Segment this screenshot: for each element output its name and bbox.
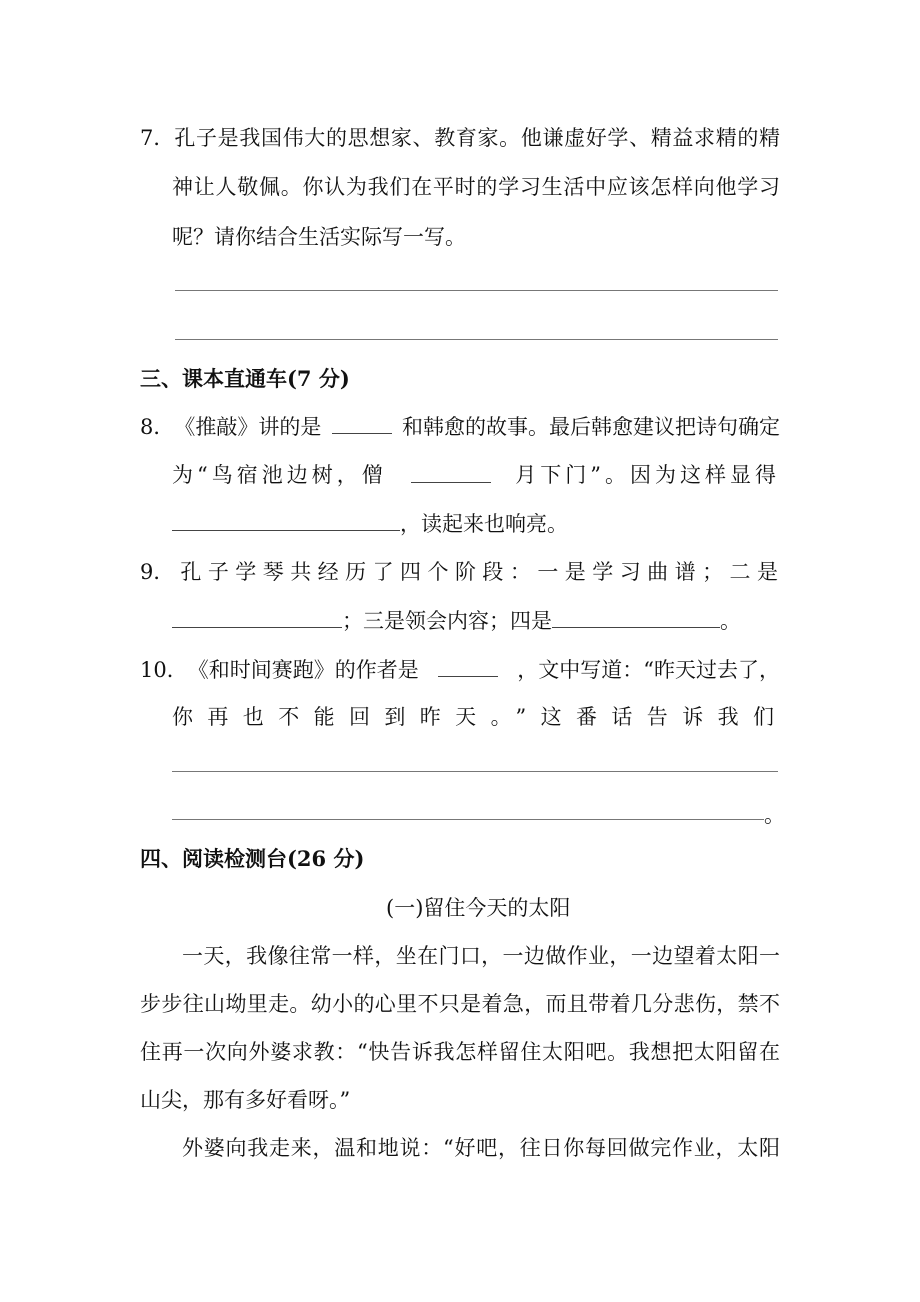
q7-text-line2: 神让人敬佩。你认为我们在平时的学习生活中应该怎样向他学习 [172,175,780,199]
q8-text-b: 和韩愈的故事。最后韩愈建议把诗句确定 [402,415,780,439]
passage-line: 外婆向我走来，温和地说：“好吧，往日你每回做完作业，太阳 [182,1136,780,1160]
passage-line: 住再一次向外婆求教：“快告诉我怎样留住太阳吧。我想把太阳留在 [140,1040,780,1064]
q10-text-b: ，文中写道：“昨天过去了， [517,658,780,682]
q8-text-e: ，读起来也响亮。 [400,512,568,536]
q7-first-line [140,123,780,153]
q8-blank-3[interactable] [172,508,400,531]
q9-blank-2[interactable] [552,605,720,628]
q9-text-line1: 孔子学琴共经历了四个阶段：一是学习曲谱；二是 [180,560,780,584]
q10-text-line2: 你再也不能回到昨天。”这番话告诉我们 [172,705,780,729]
q8-number: 8． [140,415,175,439]
q10-first-line [140,654,780,685]
q8-blank-2[interactable] [411,460,491,483]
q10-text-a: 《和时间赛跑》的作者是 [187,658,419,682]
q7-text-line3: 呢？请你结合生活实际写一写。 [172,225,466,249]
q8-text-c: 为“鸟宿池边树，僧 [172,463,387,487]
q8-text-d: 月下门”。因为这样显得 [515,463,780,487]
q10-answer-line-2[interactable] [172,819,764,820]
passage-line: 山尖，那有多好看呀。” [140,1088,351,1112]
q7-answer-line-2[interactable] [175,339,778,340]
q10-number: 10． [140,658,188,682]
q8-text-a: 《推敲》讲的是 [174,415,322,439]
passage-line: 步步往山坳里走。幼小的心里不只是着急，而且带着几分悲伤，禁不 [140,992,780,1016]
q9-text-b: 。 [720,609,741,633]
q9-text-a: ；三是领会内容；四是 [342,609,552,633]
passage-title: (一)留住今天的太阳 [386,896,571,920]
q7-answer-line-1[interactable] [175,290,778,291]
q10-blank-author[interactable] [438,654,498,677]
q9-first-line [140,557,780,587]
section-heading-3: 三、课本直通车(7 分) [140,366,350,391]
q7-number: 7． [140,126,175,150]
q8-blank-1[interactable] [332,411,392,434]
q10-answer-line-1[interactable] [172,771,778,772]
q7-text-line1: 孔子是我国伟大的思想家、教育家。他谦虚好学、精益求精的精 [174,126,780,150]
q8-first-line [140,411,780,442]
section-heading-4: 四、阅读检测台(26 分) [140,846,365,871]
q9-number: 9． [140,560,175,584]
q10-end-mark: 。 [764,803,785,827]
q9-blank-1[interactable] [172,605,342,628]
passage-line: 一天，我像往常一样，坐在门口，一边做作业，一边望着太阳一 [182,944,780,968]
